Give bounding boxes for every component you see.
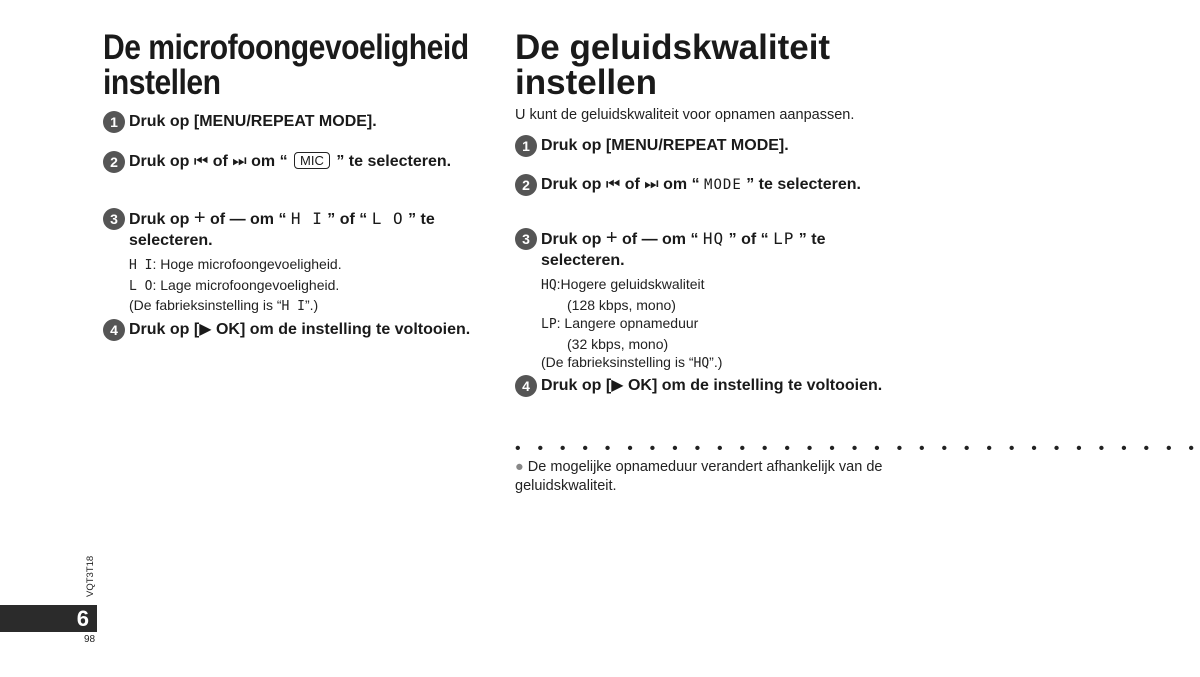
right-step-1 — [515, 135, 910, 156]
step-number-2: 2 — [103, 151, 125, 173]
default-display: H I — [281, 299, 305, 314]
left-heading-line1: De microfoongevoeligheid — [103, 28, 469, 67]
bullet-icon: ● — [515, 459, 524, 475]
lo-display-small: L O — [129, 278, 153, 294]
next-track-icon: ⏭ — [232, 153, 247, 170]
note-text: De mogelijke opnameduur verandert afhankelijk van de geluidskwaliteit. — [515, 459, 883, 494]
dotted-separator: • • • • • • • • • • • • • • • • • • • • • • • • • • • • • • • — [515, 440, 1200, 457]
step-number-4: 4 — [103, 319, 125, 341]
page-tab: 6 — [0, 605, 97, 632]
left-step-1 — [103, 111, 498, 132]
default-display: HQ — [693, 356, 710, 371]
step-number-4: 4 — [515, 375, 537, 397]
step-text: Druk op ⏮ of ⏭ om “ MODE ” te selecteren. — [541, 176, 861, 193]
lp-display: LP — [773, 229, 795, 248]
step-text: Druk op [▶ OK] om de instelling te voltooien. — [541, 377, 883, 394]
page-number: 98 — [84, 634, 96, 645]
right-heading-line1: De geluidskwaliteit — [515, 28, 831, 67]
step-number-1: 1 — [515, 135, 537, 157]
minus-icon: — — [229, 211, 246, 228]
step-number-1: 1 — [103, 111, 125, 133]
play-icon: ▶ — [611, 377, 624, 394]
previous-track-icon: ⏮ — [193, 153, 209, 170]
mic-display-label: MIC — [294, 152, 330, 169]
document-code: VQT3T18 — [85, 555, 96, 597]
plus-icon: + — [605, 227, 618, 249]
left-step-3 — [103, 208, 498, 317]
sensitivity-description: H I: Hoge microfoongevoeligheid. L O: Lage microfoongevoeligheid. (De fabrieksinstelling is “H I”.) — [129, 256, 342, 314]
right-step-3 — [515, 228, 910, 374]
hq-display-small: HQ — [541, 278, 557, 293]
step-number-3: 3 — [103, 208, 125, 230]
right-heading-line2: instellen — [515, 63, 657, 102]
next-track-icon: ⏭ — [644, 176, 659, 193]
previous-track-icon: ⏮ — [605, 176, 621, 193]
step-number-2: 2 — [515, 174, 537, 196]
left-heading-line2: instellen — [103, 63, 221, 102]
lp-display-small: LP — [541, 317, 557, 332]
hq-detail: (128 kbps, mono) — [567, 296, 676, 313]
left-step-2 — [103, 151, 498, 172]
mode-display: MODE — [704, 177, 742, 193]
play-icon: ▶ — [199, 321, 212, 338]
left-step-4 — [103, 319, 498, 340]
left-heading — [103, 30, 499, 100]
step-text: Druk op + of — om “ HQ ” of “ LP ” te selecteren. — [541, 227, 826, 269]
note — [515, 458, 910, 496]
step-text: Druk op [▶ OK] om de instelling te voltooien. — [129, 321, 471, 338]
minus-icon: — — [641, 231, 658, 248]
step-text: Druk op [MENU/REPEAT MODE]. — [541, 137, 789, 154]
hq-display: HQ — [702, 229, 725, 248]
hi-display: H I — [290, 209, 323, 228]
hi-display-small: H I — [129, 258, 153, 273]
right-intro: U kunt de geluidskwaliteit voor opnamen aanpassen. — [515, 107, 855, 123]
right-heading — [515, 30, 935, 100]
right-step-4 — [515, 375, 910, 396]
lo-display: L O — [371, 209, 404, 228]
step-text: Druk op [MENU/REPEAT MODE]. — [129, 113, 377, 130]
step-number-3: 3 — [515, 228, 537, 250]
step-text: Druk op ⏮ of ⏭ om “ MIC ” te selecteren. — [129, 153, 452, 170]
plus-icon: + — [193, 207, 206, 229]
lp-detail: (32 kbps, mono) — [567, 335, 669, 352]
quality-description: HQ:Hogere geluidskwaliteit (128 kbps, mono) LP: Langere opnameduur (32 kbps, mono) (De fabrieksinstelling is “HQ”.) — [541, 275, 910, 374]
right-step-2 — [515, 174, 910, 196]
step-text: Druk op + of — om “ H I ” of “ L O ” te selecteren. — [129, 207, 435, 249]
